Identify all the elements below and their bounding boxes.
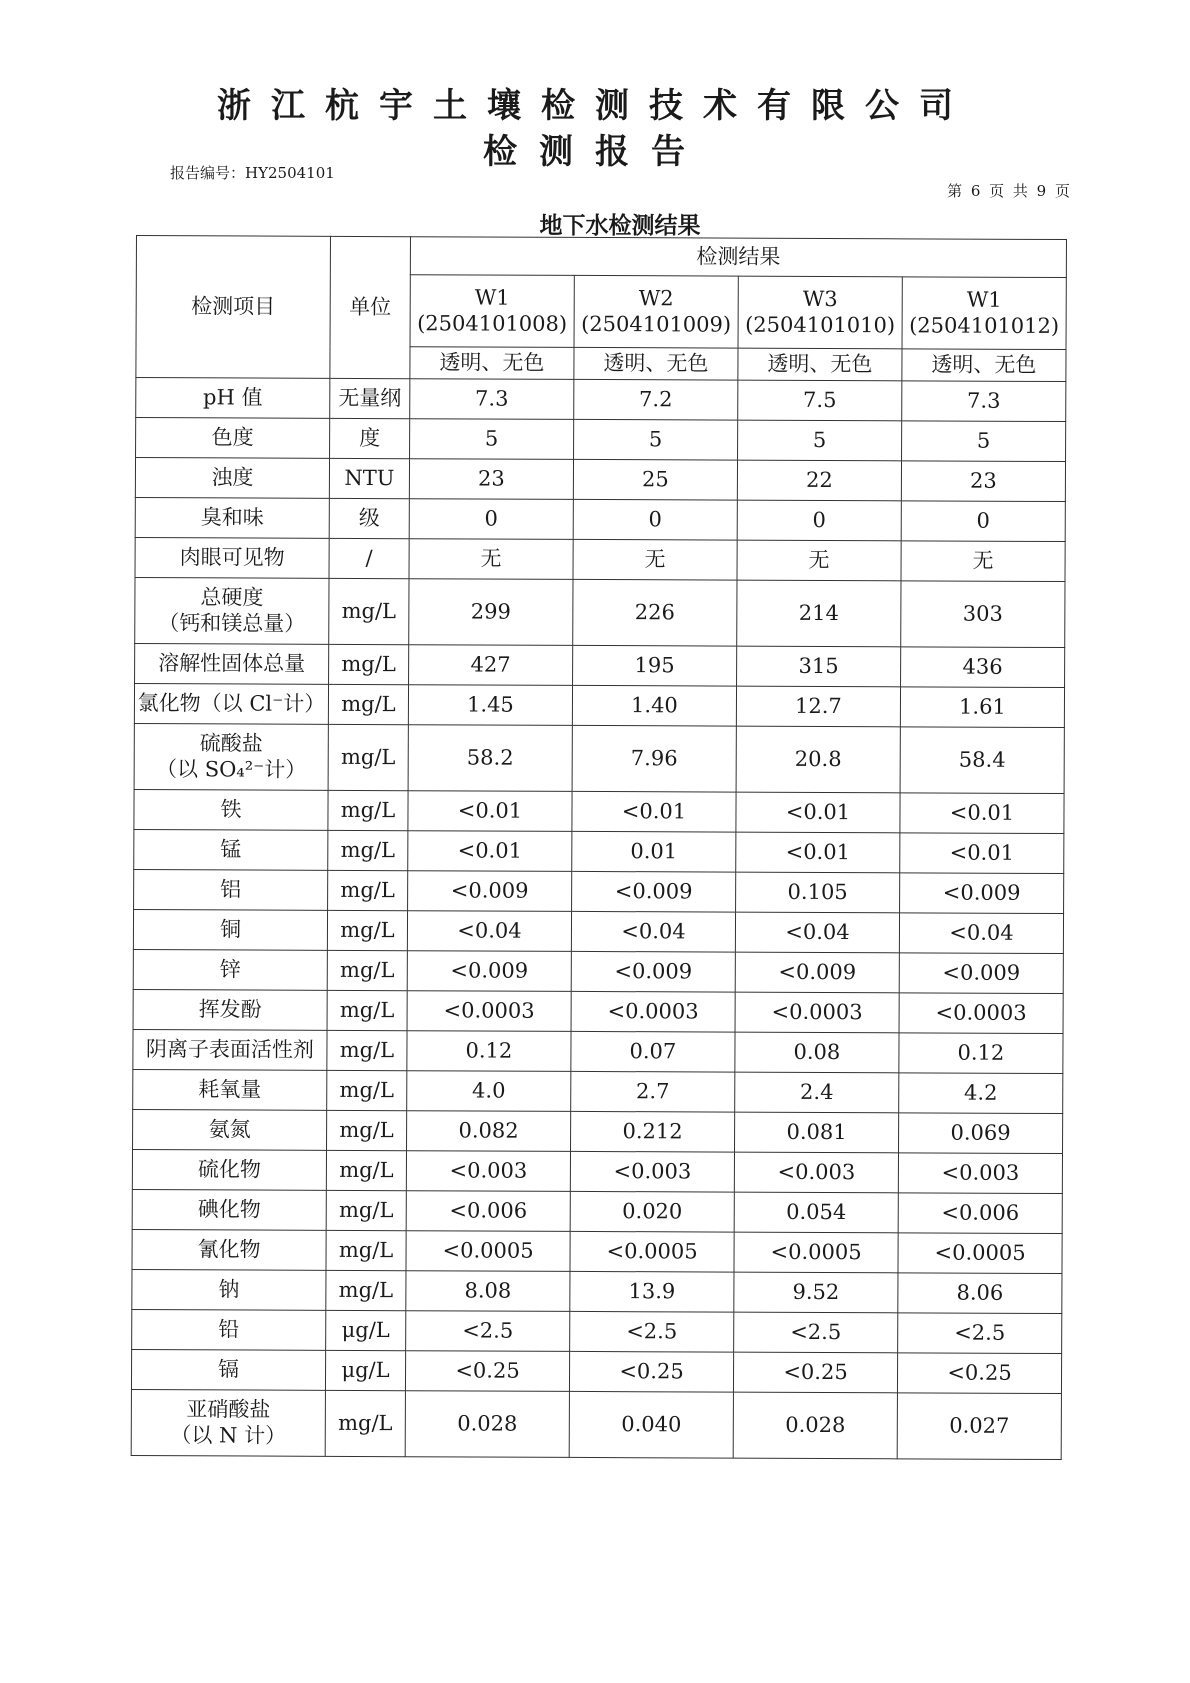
- table-row: [133, 1109, 1063, 1153]
- item-name: 镉: [217, 1357, 240, 1382]
- value-cell: 13.9: [570, 1271, 734, 1312]
- value-cell: 5: [410, 419, 574, 460]
- sample-code: (2504101008): [417, 310, 568, 336]
- value-cell: <0.01: [736, 832, 900, 873]
- value-cell: 22: [737, 460, 901, 501]
- value-cell: 0.027: [897, 1393, 1061, 1460]
- sample-header: [410, 275, 574, 348]
- table-row: [132, 1269, 1062, 1313]
- value-cell: <2.5: [570, 1311, 734, 1352]
- item-name-cell: [133, 909, 327, 950]
- value-cell: <0.0005: [570, 1231, 734, 1272]
- report-number: 报告编号：HY2504101: [170, 164, 335, 182]
- value-cell: 4.2: [899, 1073, 1063, 1114]
- header-unit: 单位: [330, 236, 411, 378]
- value-cell: 226: [573, 579, 737, 646]
- value-cell: 5: [902, 421, 1066, 462]
- unit-cell: μg/L: [326, 1310, 406, 1350]
- item-name-cell: [134, 723, 328, 790]
- table-row: [132, 1149, 1062, 1193]
- value-cell: <0.0005: [406, 1231, 570, 1272]
- value-cell: <2.5: [898, 1313, 1062, 1354]
- item-name: pH 值: [203, 385, 263, 410]
- unit-cell: mg/L: [328, 684, 408, 724]
- table-row: [132, 1309, 1062, 1353]
- value-cell: 5: [574, 419, 738, 460]
- value-cell: <0.0005: [734, 1232, 898, 1273]
- value-cell: 0.08: [735, 1032, 899, 1073]
- unit-cell: mg/L: [327, 910, 407, 950]
- item-name: 锌: [219, 957, 241, 982]
- table-row: [134, 869, 1064, 913]
- item-name: 肉眼可见物: [179, 545, 285, 570]
- unit-cell: mg/L: [328, 830, 408, 870]
- sample-code: (2504101012): [909, 312, 1060, 338]
- value-cell: <0.009: [900, 873, 1064, 914]
- item-name-cell: [131, 1349, 325, 1390]
- sample-header: [574, 275, 738, 348]
- value-cell: 299: [409, 579, 573, 646]
- value-cell: 20.8: [736, 726, 900, 793]
- item-name-cell: [133, 989, 327, 1030]
- value-cell: 0.082: [407, 1111, 571, 1152]
- value-cell: 23: [901, 461, 1065, 502]
- table-row: [132, 1229, 1062, 1273]
- value-cell: 7.2: [574, 379, 738, 420]
- value-cell: <0.04: [899, 913, 1063, 954]
- item-name: 铁: [220, 797, 242, 822]
- unit-cell: μg/L: [325, 1350, 405, 1390]
- item-name: 铝: [220, 877, 242, 902]
- item-name: 耗氧量: [198, 1077, 262, 1102]
- value-cell: <0.003: [570, 1151, 734, 1192]
- item-name: 氨氮: [208, 1117, 251, 1142]
- unit-cell: mg/L: [327, 1030, 407, 1070]
- item-name-cell: [131, 1389, 325, 1456]
- item-name: 亚硝酸盐: [186, 1397, 271, 1422]
- item-name-cell: [135, 537, 329, 578]
- value-cell: 9.52: [734, 1272, 898, 1313]
- sample-appearance: 透明、无色: [738, 348, 902, 381]
- value-cell: <0.006: [898, 1193, 1062, 1234]
- value-cell: 0: [737, 500, 901, 541]
- value-cell: 195: [573, 645, 737, 686]
- value-cell: 0.01: [572, 831, 736, 872]
- sample-label: W1: [474, 285, 510, 310]
- item-name: 总硬度: [200, 585, 264, 610]
- value-cell: 0.212: [571, 1111, 735, 1152]
- unit-cell: mg/L: [329, 644, 409, 684]
- table-row: [134, 723, 1064, 793]
- value-cell: 214: [737, 580, 901, 647]
- value-cell: 0.028: [733, 1392, 897, 1459]
- value-cell: <0.009: [572, 871, 736, 912]
- value-cell: 1.40: [572, 685, 736, 726]
- sample-appearance: 透明、无色: [574, 347, 738, 380]
- value-cell: <0.009: [571, 951, 735, 992]
- value-cell: 无: [409, 539, 573, 580]
- value-cell: <0.01: [736, 792, 900, 833]
- value-cell: 0.081: [735, 1112, 899, 1153]
- item-name: 氯化物（以 Cl⁻计）: [137, 690, 326, 716]
- value-cell: 无: [737, 540, 901, 581]
- item-name-cell: [136, 378, 330, 419]
- item-name-qualifier: （以 N 计）: [170, 1422, 287, 1448]
- item-name: 浊度: [211, 465, 254, 490]
- table-row: [133, 989, 1063, 1033]
- value-cell: 0.069: [899, 1113, 1063, 1154]
- unit-cell: 无量纲: [330, 378, 410, 418]
- item-name-cell: [133, 1109, 327, 1150]
- value-cell: <0.0003: [735, 992, 899, 1033]
- item-name-cell: [135, 577, 329, 644]
- value-cell: 0.054: [734, 1192, 898, 1233]
- item-name: 硫化物: [197, 1157, 261, 1182]
- value-cell: <0.009: [899, 953, 1063, 994]
- value-cell: 12.7: [736, 686, 900, 727]
- section-title: 地下水检测结果: [539, 212, 701, 239]
- value-cell: 315: [737, 646, 901, 687]
- value-cell: 4.0: [407, 1071, 571, 1112]
- sample-label: W1: [966, 287, 1002, 313]
- item-name: 色度: [211, 425, 254, 450]
- table-row: [133, 949, 1063, 993]
- unit-cell: mg/L: [325, 1390, 405, 1456]
- value-cell: <0.009: [407, 951, 571, 992]
- value-cell: <0.25: [569, 1351, 733, 1392]
- unit-cell: mg/L: [328, 724, 408, 790]
- unit-cell: mg/L: [326, 1270, 406, 1310]
- value-cell: 25: [573, 459, 737, 500]
- unit-cell: mg/L: [327, 950, 407, 990]
- value-cell: 5: [738, 420, 902, 461]
- unit-cell: NTU: [329, 458, 409, 498]
- table-row: [136, 378, 1066, 422]
- table-row: [134, 829, 1064, 873]
- unit-cell: mg/L: [327, 1070, 407, 1110]
- item-name: 锰: [220, 837, 242, 862]
- value-cell: 7.5: [738, 380, 902, 421]
- unit-cell: mg/L: [326, 1190, 406, 1230]
- item-name-cell: [134, 683, 328, 724]
- item-name: 钠: [218, 1277, 240, 1302]
- value-cell: 0.07: [571, 1031, 735, 1072]
- item-name-qualifier: （以 SO₄²⁻计）: [156, 756, 307, 782]
- item-name: 硫酸盐: [199, 731, 263, 756]
- value-cell: 7.3: [410, 379, 574, 420]
- document-title: 检测报告: [483, 132, 707, 172]
- value-cell: <0.009: [408, 871, 572, 912]
- value-cell: 0.040: [569, 1391, 733, 1458]
- table-row: [134, 683, 1064, 727]
- item-name: 溶解性固体总量: [158, 651, 306, 676]
- value-cell: 8.06: [898, 1273, 1062, 1314]
- value-cell: 0.12: [899, 1033, 1063, 1074]
- table-row: [133, 1029, 1063, 1073]
- value-cell: <0.0003: [899, 993, 1063, 1034]
- value-cell: 436: [901, 647, 1065, 688]
- value-cell: <0.04: [407, 911, 571, 952]
- unit-cell: mg/L: [329, 578, 409, 644]
- value-cell: 8.08: [406, 1271, 570, 1312]
- item-name-cell: [134, 829, 328, 870]
- item-name-cell: [133, 949, 327, 990]
- item-name-cell: [135, 458, 329, 499]
- item-name-cell: [132, 1189, 326, 1230]
- table-row: [134, 789, 1064, 833]
- value-cell: <0.0003: [571, 991, 735, 1032]
- item-name: 铅: [218, 1317, 240, 1342]
- item-name-cell: [136, 418, 330, 459]
- item-name-cell: [133, 1029, 327, 1070]
- table-row: [131, 1349, 1061, 1393]
- unit-cell: mg/L: [328, 790, 408, 830]
- table-row: [135, 577, 1065, 647]
- value-cell: 1.61: [900, 687, 1064, 728]
- value-cell: 303: [901, 581, 1065, 648]
- sample-code: (2504101009): [581, 311, 732, 337]
- unit-cell: 度: [330, 418, 410, 458]
- sample-header: [738, 276, 902, 349]
- item-name-cell: [134, 789, 328, 830]
- value-cell: 0.105: [736, 872, 900, 913]
- value-cell: 23: [409, 459, 573, 500]
- company-name: 浙江杭宇土壤检测技术有限公司: [217, 86, 973, 126]
- item-name-cell: [132, 1149, 326, 1190]
- value-cell: <0.25: [733, 1352, 897, 1393]
- value-cell: <0.0003: [407, 991, 571, 1032]
- value-cell: 2.7: [571, 1071, 735, 1112]
- sample-label: W3: [802, 287, 838, 312]
- value-cell: 0: [409, 499, 573, 540]
- table-row: [135, 643, 1065, 687]
- table-row: [135, 497, 1065, 541]
- table-row: [135, 537, 1065, 581]
- value-cell: 0.020: [570, 1191, 734, 1232]
- value-cell: 0: [573, 499, 737, 540]
- item-name-cell: [133, 1069, 327, 1110]
- value-cell: <0.25: [897, 1353, 1061, 1394]
- sample-appearance: 透明、无色: [902, 349, 1066, 382]
- table-row: [133, 909, 1063, 953]
- table-row: [135, 458, 1065, 502]
- unit-cell: mg/L: [327, 1110, 407, 1150]
- value-cell: 0.12: [407, 1031, 571, 1072]
- item-name-cell: [132, 1229, 326, 1270]
- header-item: 检测项目: [136, 236, 331, 379]
- item-name-cell: [132, 1309, 326, 1350]
- item-name-cell: [132, 1269, 326, 1310]
- value-cell: 1.45: [408, 685, 572, 726]
- value-cell: 无: [901, 541, 1065, 582]
- header-results: 检测结果: [410, 237, 1066, 278]
- unit-cell: mg/L: [327, 990, 407, 1030]
- item-name: 铜: [219, 917, 242, 942]
- value-cell: <0.01: [572, 791, 736, 832]
- value-cell: <0.006: [406, 1191, 570, 1232]
- value-cell: <0.0005: [898, 1233, 1062, 1274]
- value-cell: <0.04: [735, 912, 899, 953]
- value-cell: <0.003: [406, 1151, 570, 1192]
- value-cell: 58.4: [900, 727, 1064, 794]
- value-cell: 0: [901, 501, 1065, 542]
- item-name: 氰化物: [197, 1237, 261, 1262]
- value-cell: 7.96: [572, 725, 736, 792]
- item-name: 碘化物: [197, 1197, 261, 1222]
- value-cell: <0.01: [900, 793, 1064, 834]
- value-cell: <2.5: [406, 1311, 570, 1352]
- value-cell: <0.003: [898, 1153, 1062, 1194]
- value-cell: <0.009: [735, 952, 899, 993]
- value-cell: <0.25: [405, 1351, 569, 1392]
- item-name: 阴离子表面活性剂: [145, 1036, 314, 1062]
- value-cell: <0.04: [571, 911, 735, 952]
- sample-header: [902, 277, 1066, 350]
- item-name-cell: [134, 869, 328, 910]
- value-cell: <0.01: [900, 833, 1064, 874]
- value-cell: 427: [409, 645, 573, 686]
- unit-cell: /: [329, 538, 409, 578]
- sample-appearance: 透明、无色: [410, 347, 574, 380]
- value-cell: 无: [573, 539, 737, 580]
- unit-cell: 级: [329, 498, 409, 538]
- results-table: [131, 235, 1067, 1460]
- value-cell: 0.028: [405, 1391, 569, 1458]
- unit-cell: mg/L: [328, 870, 408, 910]
- value-cell: <2.5: [734, 1312, 898, 1353]
- value-cell: 2.4: [735, 1072, 899, 1113]
- table-row: [131, 1389, 1061, 1459]
- value-cell: <0.003: [734, 1152, 898, 1193]
- item-name-qualifier: （钙和镁总量）: [158, 610, 306, 636]
- value-cell: 58.2: [408, 725, 572, 792]
- item-name-cell: [135, 643, 329, 684]
- sample-code: (2504101010): [745, 312, 896, 337]
- value-cell: <0.01: [408, 791, 572, 832]
- item-name: 挥发酚: [198, 997, 262, 1022]
- unit-cell: mg/L: [326, 1150, 406, 1190]
- unit-cell: mg/L: [326, 1230, 406, 1270]
- table-row: [136, 418, 1066, 462]
- value-cell: 7.3: [902, 381, 1066, 422]
- item-name: 臭和味: [200, 505, 264, 530]
- table-row: [132, 1189, 1062, 1233]
- sample-label: W2: [638, 286, 674, 311]
- item-name-cell: [135, 497, 329, 538]
- table-row: [133, 1069, 1063, 1113]
- value-cell: <0.01: [408, 831, 572, 872]
- page-indicator: 第 6 页 共 9 页: [947, 182, 1070, 200]
